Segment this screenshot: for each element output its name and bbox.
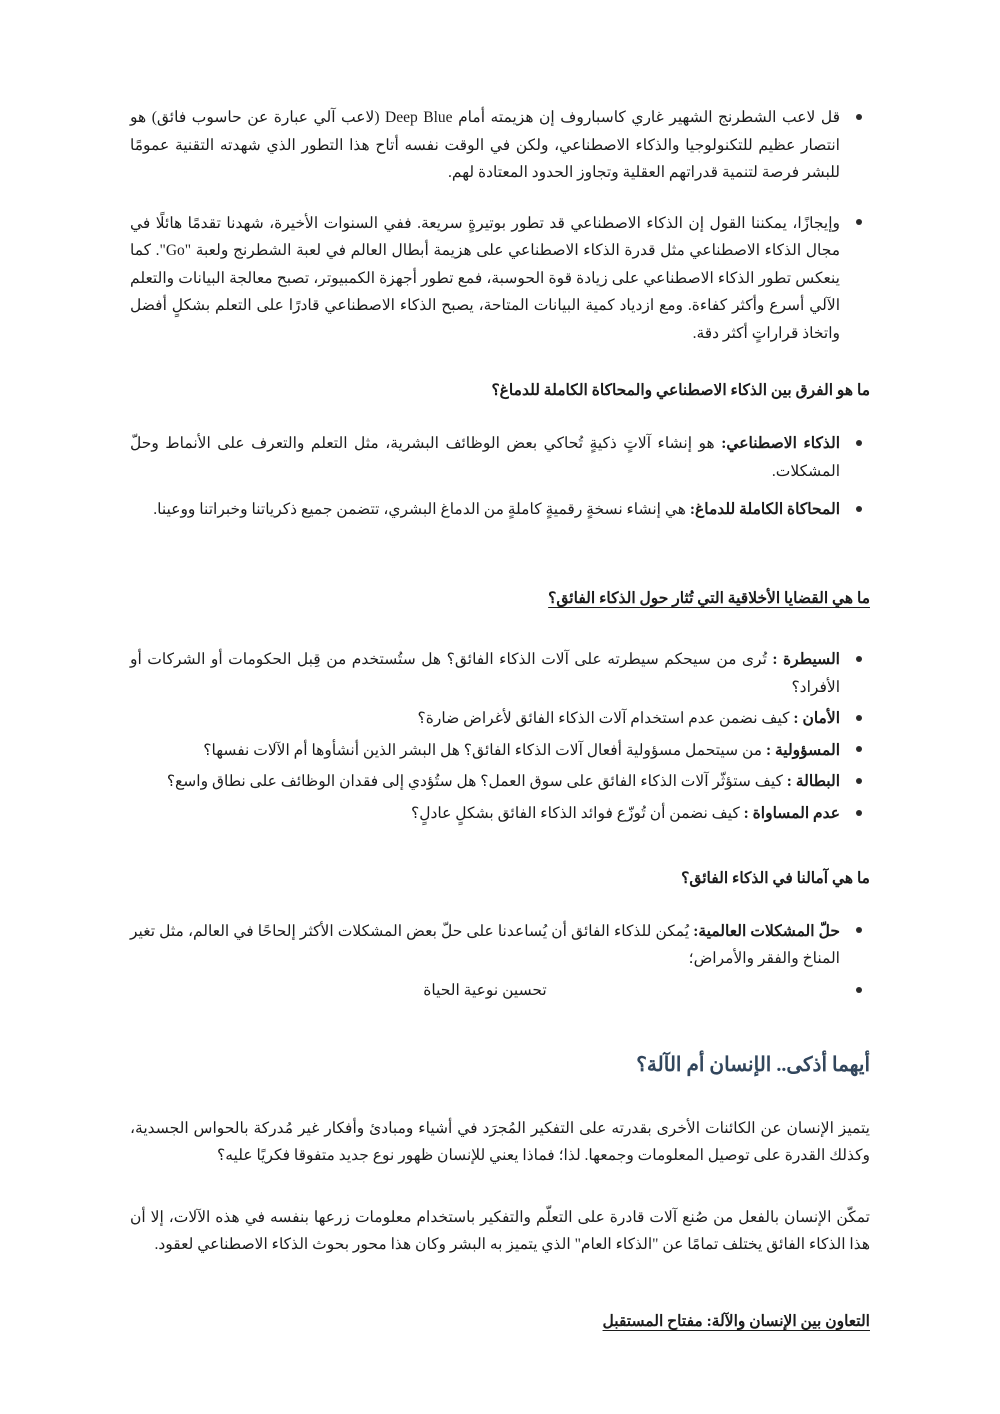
term-label: البطالة :: [786, 773, 840, 791]
spacer: [130, 612, 870, 646]
term-label: عدم المساواة :: [743, 804, 840, 822]
heading-hopes: ما هي آمالنا في الذكاء الفائق؟: [681, 869, 870, 887]
term-label: المسؤولية :: [765, 741, 840, 759]
term-definition: من سيتحمل مسؤولية أفعال آلات الذكاء الفائق؟ هل البشر الذين أنشأوها أم الآلات نفسها؟: [203, 741, 766, 759]
list-item: [130, 768, 840, 796]
intro-bullet-text-1: قل لاعب الشطرنج الشهير غاري كاسباروف إن هزيمته أمام Deep Blue (لاعب آلي عبارة عن حاسوب فائق) هو انتصار عظيم للتكنولوجيا والذكاء الاصطناعي، ولكن في الوقت نفسه أتاح هذا التطور الذي شهدته التقنية عمومًا للبشر فرصة لتنمية قدراتهم العقلية وتجاوز الحدود المعتادة لهم.: [130, 109, 841, 182]
term-label: المحاكاة الكاملة للدماغ:: [689, 501, 840, 519]
heading-human-machine-collaboration: التعاون بين الإنسان والآلة: مفتاح المستقبل: [602, 1312, 870, 1330]
paragraph-machines-learning: تمكّن الإنسان بالفعل من صُنع آلات قادرة على التعلّم والتفكير باستخدام معلومات زرعها بنفسه في هذه الآلات، إلا أن هذا الذكاء الفائق يختلف تمامًا عن "الذكاء العام" الذي يتميز به البشر وكان هذا محور بحوث الذكاء الاصطناعي لعقود.: [130, 1208, 870, 1254]
list-item: [130, 430, 840, 485]
list-item: [130, 210, 840, 348]
spacer: [130, 1081, 870, 1115]
list-item: [130, 977, 840, 1005]
hopes-bullet-list: [130, 918, 870, 1005]
term-definition: هي إنشاء نسخةٍ رقميةٍ كاملةٍ من الدماغ البشري، تتضمن جميع ذكرياتنا وخبراتنا ووعينا.: [153, 501, 690, 519]
heading-who-is-smarter: أيهما أذكى.. الإنسان أم الآلة؟: [636, 1053, 870, 1076]
term-definition: هو إنشاء آلاتٍ ذكيةٍ تُحاكي بعض الوظائف البشرية، مثل التعلم والتعرف على الأنماط وحلّ المشكلات.: [130, 434, 840, 480]
term-definition: كيف ستؤثّر آلات الذكاء الفائق على سوق العمل؟ هل ستُؤدي إلى فقدان الوظائف على نطاق واسع؟: [166, 773, 787, 791]
term-definition: تحسين نوعية الحياة: [423, 982, 547, 1000]
term-definition: تُرى من سيحكم سيطرته على آلات الذكاء الفائق؟ هل ستُستخدم من قِبل الحكومات أو الشركات أو الأفراد؟: [130, 651, 840, 696]
spacer: [130, 892, 870, 918]
paragraph-human-distinction: يتميز الإنسان عن الكائنات الأخرى بقدرته على التفكير المُجرَد في أشياء ومبادئ وأفكار غير مُدركة بالحواس الجسدية، وكذلك القدرة على توصيل المعلومات وجمعها. لذا؛ فماذا يعني للإنسان ظهور نوع جديد متفوقا فكريًا عليه؟: [130, 1119, 870, 1165]
spacer: [130, 1275, 870, 1309]
list-item: [130, 496, 840, 524]
term-definition: كيف نضمن عدم استخدام آلات الذكاء الفائق لأغراض ضارة؟: [417, 710, 794, 728]
spacer: [130, 1009, 870, 1049]
spacer: [130, 348, 870, 378]
list-item: [130, 646, 840, 701]
list-item: [130, 800, 840, 828]
term-definition: كيف نضمن أن تُوزّع فوائد الذكاء الفائق بشكلٍ عادلٍ؟: [411, 804, 744, 822]
document-body: [130, 104, 870, 1335]
term-label: حلّ المشكلات العالمية:: [693, 922, 840, 940]
list-item: [130, 918, 840, 973]
term-label: الأمان :: [793, 710, 840, 728]
list-item: [130, 104, 840, 187]
ethics-bullet-list: [130, 646, 870, 827]
term-label: السيطرة :: [772, 651, 840, 669]
difference-bullet-list: [130, 430, 870, 524]
heading-ethical-issues: ما هي القضايا الأخلاقية التي تُثار حول الذكاء الفائق؟: [548, 589, 870, 607]
spacer: [130, 1186, 870, 1204]
spacer: [130, 524, 870, 586]
intro-bullet-text-2: وإيجازًا، يمكننا القول إن الذكاء الاصطناعي قد تطور بوتيرةٍ سريعة. ففي السنوات الأخيرة، شهدنا تقدمًا هائلًا في مجال الذكاء الاصطناعي مثل قدرة الذكاء الاصطناعي على هزيمة أبطال العالم في لعبة الشطرنج ولعبة "Go". كما ينعكس تطور الذكاء الاصطناعي على زيادة قوة الحوسبة، فمع تطور أجهزة الكمبيوتر، تصبح معالجة البيانات والتعلم الآلي أسرع وأكثر كفاءة. ومع ازدياد كمية البيانات المتاحة، يصبح الذكاء الاصطناعي قادرًا على التعلم بشكلٍ أفضل واتخاذ قراراتٍ أكثر دقة.: [130, 214, 841, 343]
term-label: الذكاء الاصطناعي:: [721, 434, 840, 452]
spacer: [130, 832, 870, 866]
intro-bullet-list: [130, 104, 870, 348]
list-item: [130, 737, 840, 765]
list-item: [130, 705, 840, 733]
spacer: [130, 404, 870, 430]
heading-ai-vs-brain-emulation: ما هو الفرق بين الذكاء الاصطناعي والمحاكاة الكاملة للدماغ؟: [491, 381, 870, 399]
term-definition: يُمكن للذكاء الفائق أن يُساعدنا على حلّ بعض المشكلات الأكثر إلحاحًا في العالم، مثل تغير المناخ والفقر والأمراض؛: [130, 922, 840, 968]
